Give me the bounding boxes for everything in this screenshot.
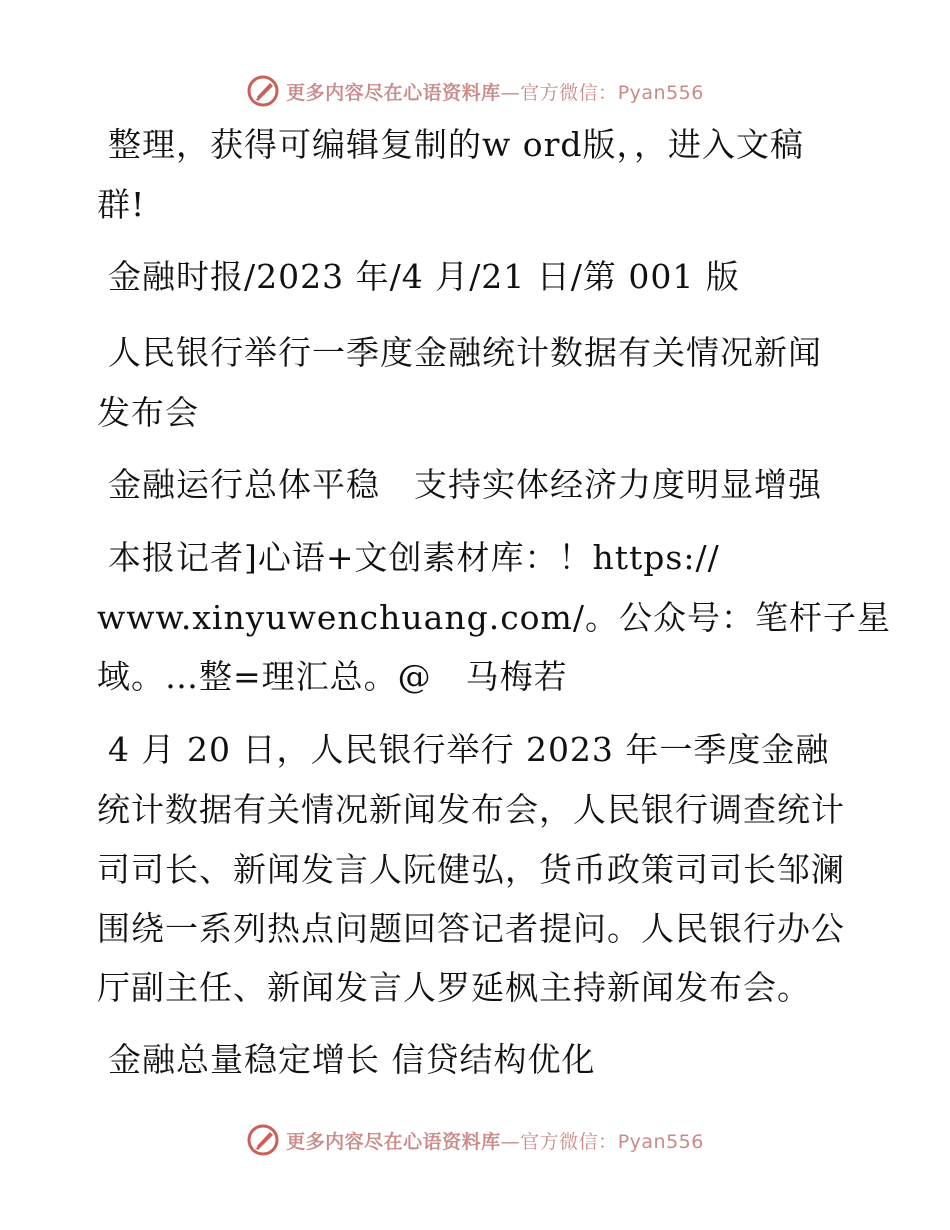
intro-line: 整理，获得可编辑复制的w ord版，，进入文稿 [108,125,805,164]
publication-info: 金融时报/2023 年/4 月/21 日/第 001 版 [108,257,740,296]
byline-cont-2: 域。…整=理汇总。@ 马梅若 [97,657,568,696]
quill-stamp-icon [246,74,280,108]
intro-line-cont: 群! [97,185,146,224]
watermark-text: 更多内容尽在心语资料库—官方微信：Pyan556 [286,1130,704,1153]
footer-watermark [0,1120,950,1160]
paragraph-line: 围绕一系列热点问题回答记者提问。人民银行办公 [97,909,845,948]
paragraph-line: 统计数据有关情况新闻发布会，人民银行调查统计 [97,790,845,829]
article-title: 人民银行举行一季度金融统计数据有关情况新闻 [108,333,822,372]
paragraph-line: 厅副主任、新闻发言人罗延枫主持新闻发布会。 [97,968,811,1007]
byline: 本报记者]心语+文创素材库：！https:// [108,538,720,577]
paragraph-line: 4 月 20 日，人民银行举行 2023 年一季度金融 [108,730,830,769]
paragraph-line: 司司长、新闻发言人阮健弘，货币政策司司长邹澜 [97,850,845,889]
header-watermark [0,71,950,111]
byline-cont-1: www.xinyuwenchuang.com/。公众号：笔杆子星 [97,598,891,637]
article-title-cont: 发布会 [97,393,199,432]
section-heading: 金融总量稳定增长 信贷结构优化 [108,1040,596,1079]
quill-stamp-icon [246,1123,280,1157]
watermark-text: 更多内容尽在心语资料库—官方微信：Pyan556 [286,81,704,104]
article-subtitle: 金融运行总体平稳 支持实体经济力度明显增强 [108,465,822,504]
